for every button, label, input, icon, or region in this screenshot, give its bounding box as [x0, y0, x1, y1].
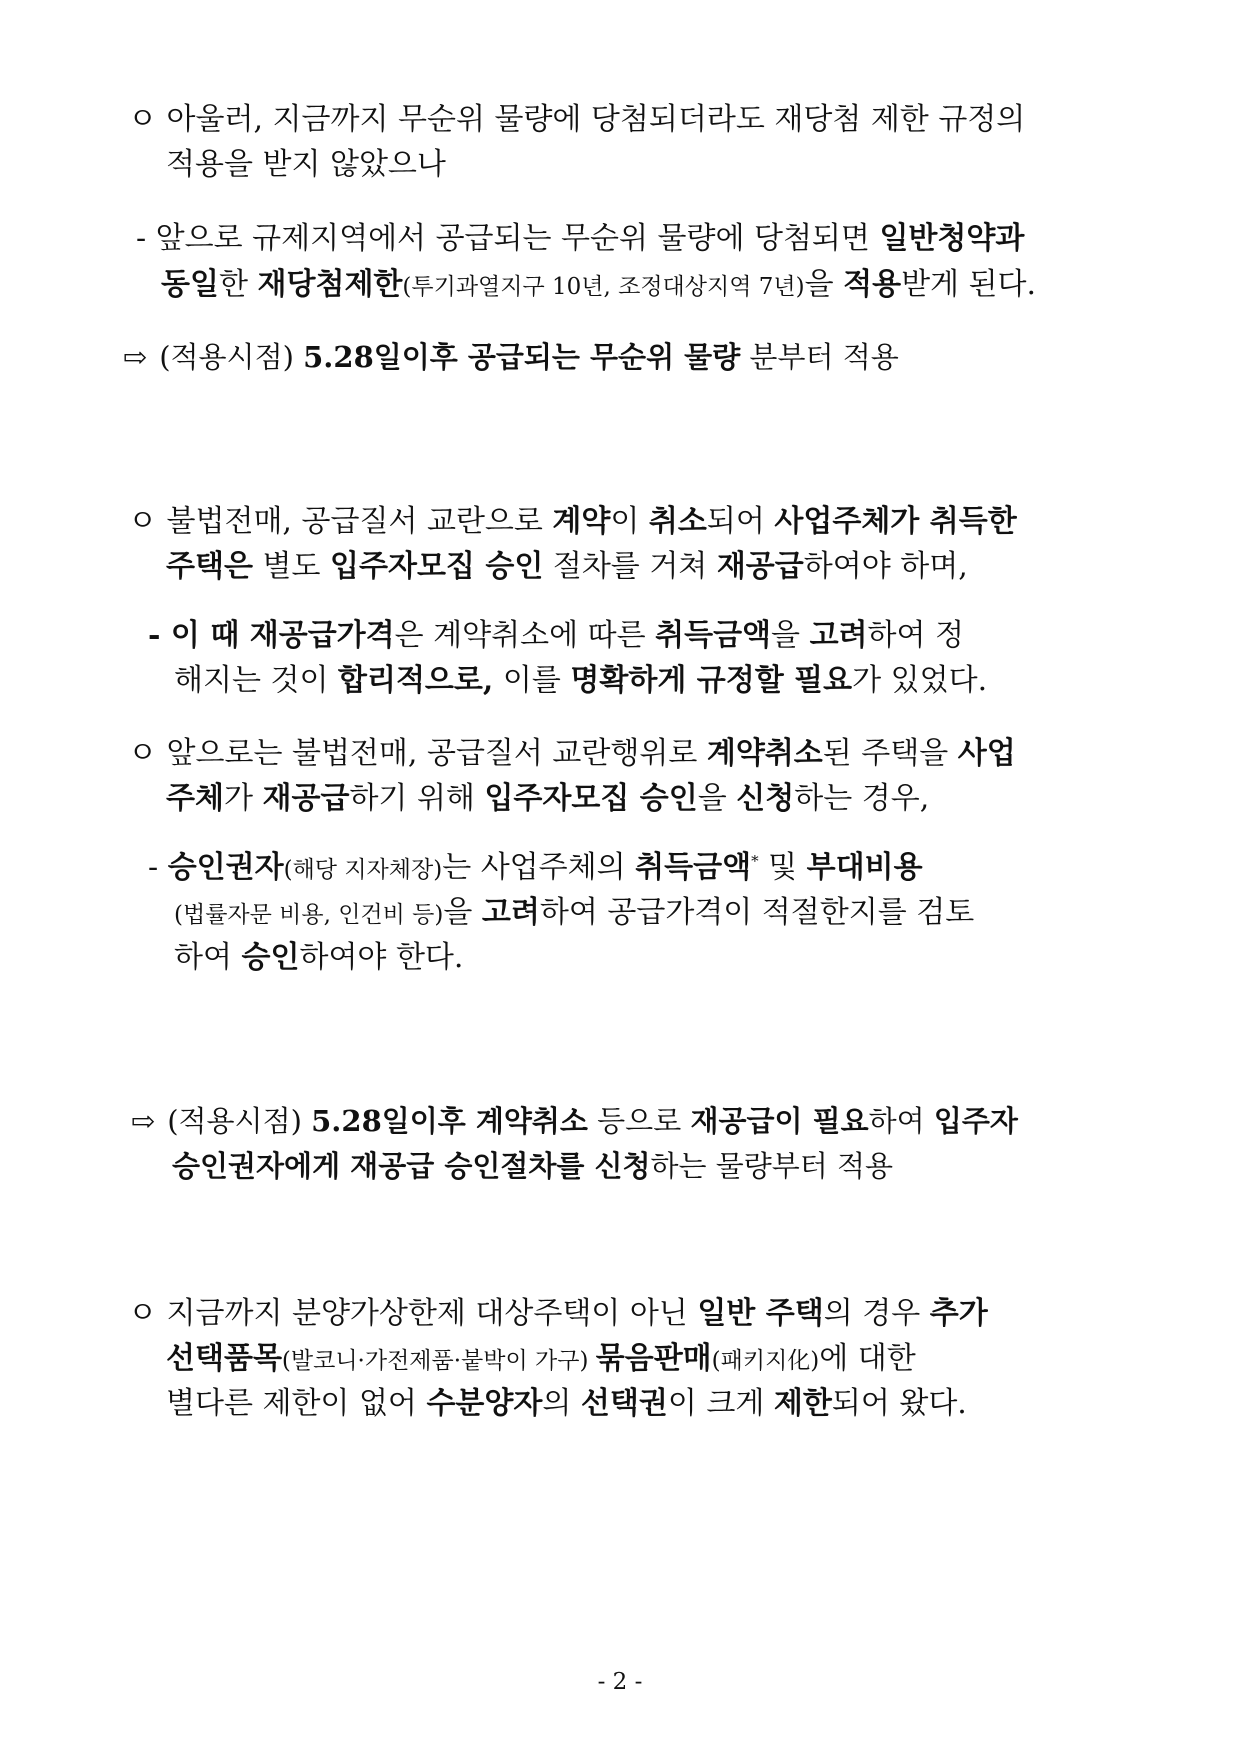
- page-number: - 2 -: [597, 1669, 643, 1695]
- dash-continuation: (법률자문 비용, 인건비 등)을 고려하여 공급가격이 적절한지를 검토: [174, 895, 975, 930]
- bullet-line: ㅇ 지금까지 분양가상한제 대상주택이 아닌 일반 주택의 경우 추가: [128, 1296, 988, 1331]
- arrow-right-icon: ⇨: [122, 340, 148, 374]
- effective-date-continuation: 승인권자에게 재공급 승인절차를 신청하는 물량부터 적용: [172, 1149, 894, 1183]
- dash-line: - 이 때 재공급가격은 계약취소에 따른 취득금액을 고려하여 정: [148, 618, 965, 653]
- effective-date-line: ⇨ (적용시점) 5.28일이후 계약취소 등으로 재공급이 필요하여 입주자: [128, 1105, 1018, 1138]
- bullet-continuation: 별다른 제한이 없어 수분양자의 선택권이 크게 제한되어 왔다.: [166, 1386, 967, 1421]
- dash-continuation: 동일한 재당첨제한(투기과열지구 10년, 조정대상지역 7년)을 적용받게 된다.: [161, 267, 1037, 302]
- dash-continuation: 하여 승인하여야 한다.: [174, 940, 464, 975]
- dash-line: - 승인권자(해당 지자체장)는 사업주체의 취득금액* 및 부대비용: [148, 850, 923, 885]
- bullet-line: ㅇ 불법전매, 공급질서 교란으로 계약이 취소되어 사업주체가 취득한: [128, 504, 1017, 539]
- bullet-continuation: 선택품목(발코니·가전제품·붙박이 가구) 묶음판매(패키지化)에 대한: [166, 1341, 916, 1376]
- bullet-continuation: 적용을 받지 않았으나: [166, 147, 446, 182]
- dash-continuation: 해지는 것이 합리적으로, 이를 명확하게 규정할 필요가 있었다.: [174, 663, 988, 698]
- bullet-continuation: 주체가 재공급하기 위해 입주자모집 승인을 신청하는 경우,: [166, 781, 930, 816]
- bullet-continuation: 주택은 별도 입주자모집 승인 절차를 거쳐 재공급하여야 하며,: [166, 549, 968, 584]
- dash-line: - 앞으로 규제지역에서 공급되는 무순위 물량에 당첨되면 일반청약과: [136, 221, 1025, 256]
- effective-date-line: ⇨ (적용시점) 5.28일이후 공급되는 무순위 물량 분부터 적용: [120, 341, 899, 374]
- bullet-line: ㅇ 아울러, 지금까지 무순위 물량에 당첨되더라도 재당첨 제한 규정의: [128, 102, 1026, 137]
- arrow-right-icon: ⇨: [130, 1104, 156, 1138]
- bullet-line: ㅇ 앞으로는 불법전매, 공급질서 교란행위로 계약취소된 주택을 사업: [128, 736, 1016, 771]
